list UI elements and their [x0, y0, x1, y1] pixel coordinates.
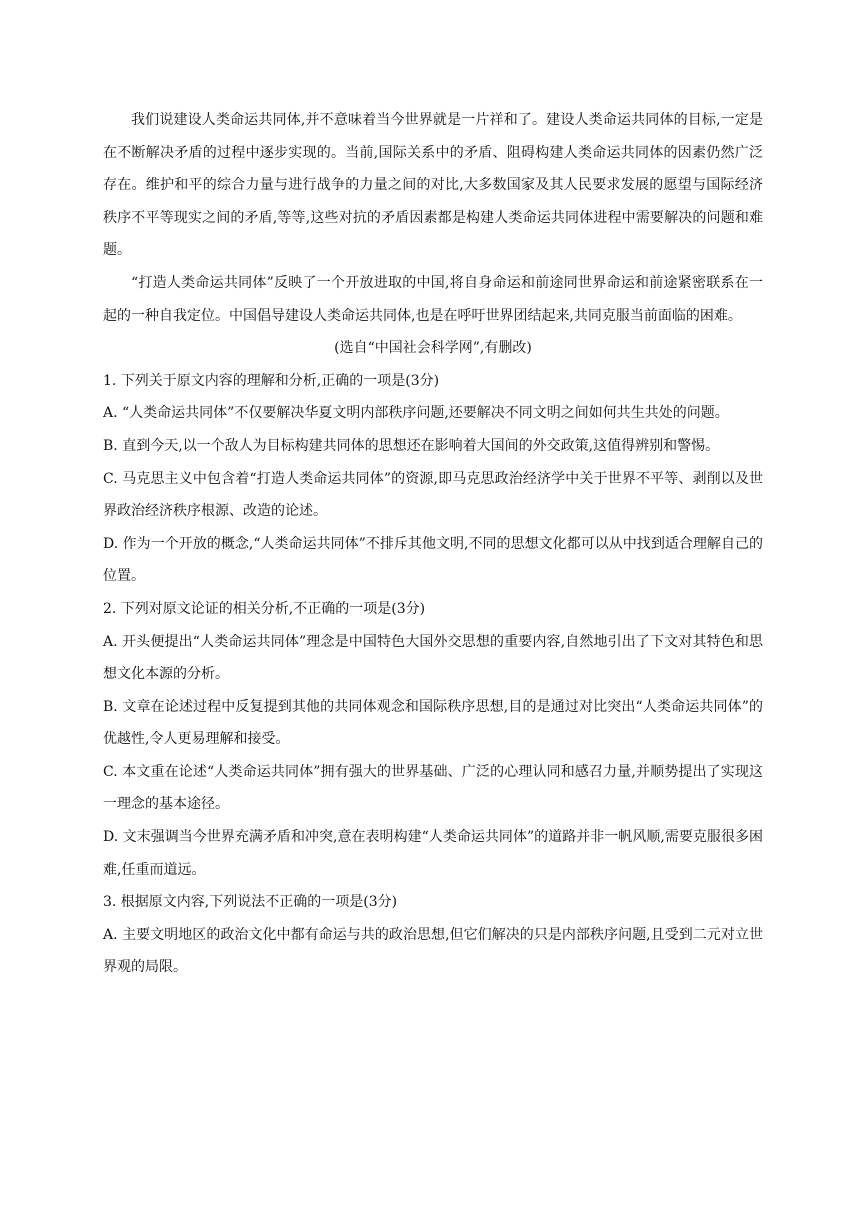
question-1-option-c: C. 马克思主义中包含着“打造人类命运共同体”的资源,即马克思政治经济学中关于世界不平等、剥削以及世界政治经济秩序根源、改造的论述。 — [103, 470, 763, 520]
question-1-stem: 1. 下列关于原文内容的理解和分析,正确的一项是(3分) — [103, 372, 440, 389]
question-2-stem: 2. 下列对原文论证的相关分析,不正确的一项是(3分) — [103, 600, 426, 617]
question-1-option-b: B. 直到今天,以一个敌人为目标构建共同体的思想还在影响着大国间的外交政策,这值得辨别和警惕。 — [103, 437, 720, 454]
question-2-option-b: B. 文章在论述过程中反复提到其他的共同体观念和国际秩序思想,目的是通过对比突出“人类命运共同体”的优越性,令人更易理解和接受。 — [103, 698, 763, 748]
question-2-option-d: D. 文末强调当今世界充满矛盾和冲突,意在表明构建“人类命运共同体”的道路并非一帆风顺,需要克服很多困难,任重而道远。 — [103, 829, 763, 878]
question-1-option-d: D. 作为一个开放的概念,“人类命运共同体”不排斥其他文明,不同的思想文化都可以从中找到适合理解自己的位置。 — [103, 535, 763, 585]
question-2-option-a: A. 开头便提出“人类命运共同体”理念是中国特色大国外交思想的重要内容,自然地引出了下文对其特色和思想文化本源的分析。 — [103, 633, 763, 683]
document-page — [103, 104, 763, 984]
passage-paragraph-2: “打造人类命运共同体”反映了一个开放进取的中国,将自身命运和前途同世界命运和前途紧密联系在一起的一种自我定位。中国倡导建设人类命运共同体,也是在呼吁世界团结起来,共同克服当前面临的困难。 — [103, 274, 763, 324]
question-1-option-a: A. “人类命运共同体”不仅要解决华夏文明内部秩序问题,还要解决不同文明之间如何共生共处的问题。 — [103, 405, 729, 422]
question-3-option-a: A. 主要文明地区的政治文化中都有命运与共的政治思想,但它们解决的只是内部秩序问题,且受到二元对立世界观的局限。 — [103, 926, 763, 976]
question-2-option-c: C. 本文重在论述“人类命运共同体”拥有强大的世界基础、广泛的心理认同和感召力量,并顺势提出了实现这一理念的基本途径。 — [103, 763, 763, 813]
question-3-stem: 3. 根据原文内容,下列说法不正确的一项是(3分) — [103, 894, 398, 911]
passage-source: (选自“中国社会科学网”,有删改) — [334, 340, 532, 357]
passage-paragraph-1: 我们说建设人类命运共同体,并不意味着当今世界就是一片祥和了。建设人类命运共同体的目标,一定是在不断解决矛盾的过程中逐步实现的。当前,国际关系中的矛盾、阻碍构建人类命运共同体的因素仍然广泛存在。维护和平的综合力量与进行战争的力量之间的对比,大多数国家及其人民要求发展的愿望与国际经济秩序不平等现实之间的矛盾,等等,这些对抗的矛盾因素都是构建人类命运共同体进程中需要解决的问题和难题。 — [103, 112, 763, 259]
